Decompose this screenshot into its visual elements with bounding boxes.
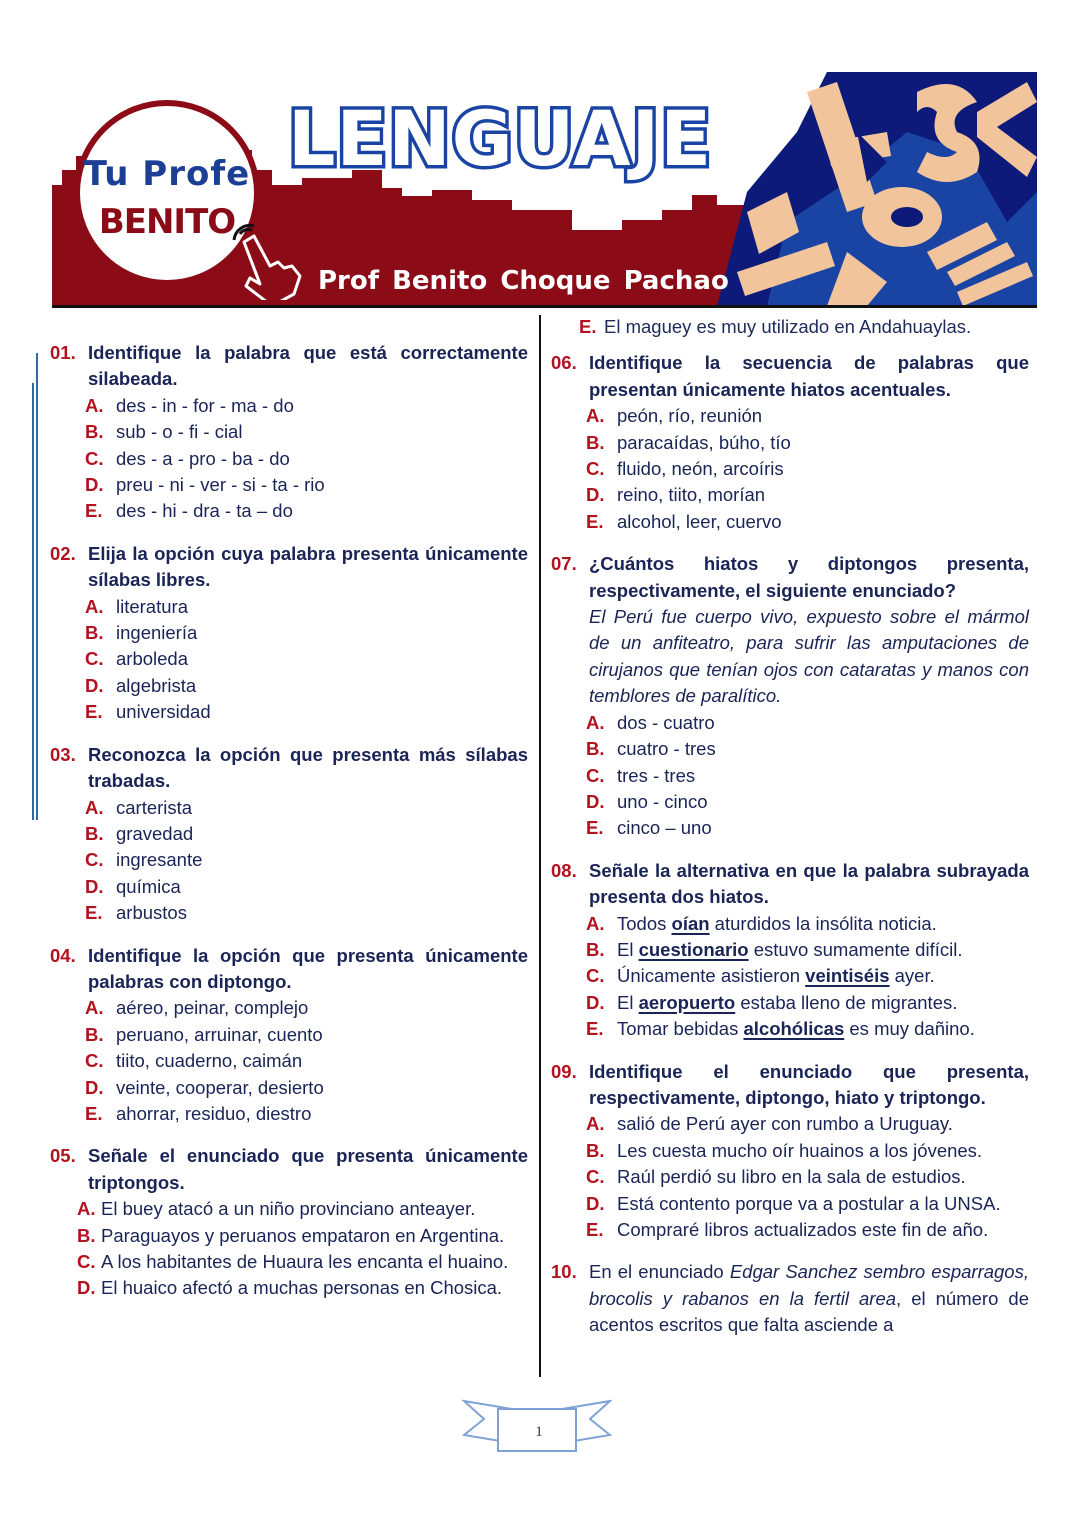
option-letter: D. [586,790,605,812]
option-letter: E. [85,500,103,522]
option-text: química [116,875,181,897]
option-a [85,594,528,620]
option-letter: E. [85,1102,103,1124]
option-a [77,1196,528,1222]
option-text: paracaídas, búho, tío [617,431,791,453]
option-e [85,1101,528,1127]
option-letter: A. [85,595,104,617]
option-text: Les cuesta mucho oír huainos a los jóvenes. [617,1139,983,1161]
option-letter: C. [85,849,104,871]
option-d [77,1275,528,1301]
question-text: Señale el enunciado que presenta únicamente triptongos. [88,1145,528,1193]
option-e [586,509,1029,535]
option-c [586,763,1029,789]
question-text: Señale la alternativa en que la palabra subrayada presenta dos hiatos. [589,859,1029,908]
option-letter: D. [85,674,104,696]
question-text: Elija la opción cuya palabra presenta únicamente sílabas libres. [88,542,528,591]
option-a [85,995,528,1021]
left-column [50,340,528,1318]
option-text: estaba lleno de migrantes. [735,991,958,1013]
option-a [586,911,1029,937]
question-number: 02. [50,542,76,564]
option-e-continued [579,314,1029,340]
option-letter: D. [85,875,104,897]
option-text: des - a - pro - ba - do [116,447,290,469]
question-08 [551,858,1029,1043]
option-text: El maguey es muy utilizado en Andahuaylas. [604,316,972,337]
option-text: aturdidos la insólita noticia. [709,912,937,934]
question-03 [50,742,528,927]
option-text: alcohol, leer, cuervo [617,510,782,532]
option-letter: B. [77,1224,96,1246]
option-text: aéreo, peinar, complejo [116,997,309,1019]
margin-bar [36,353,38,820]
option-text: Compraré libros actualizados este fin de año. [617,1219,989,1240]
question-07 [551,551,1029,841]
option-text: arboleda [116,648,189,670]
option-b [586,1138,1029,1164]
option-letter: C. [586,458,605,480]
option-letter: D. [586,991,605,1013]
underlined-word: alcohólicas [743,1018,845,1040]
question-01 [50,340,528,525]
question-number: 07. [551,553,577,575]
option-letter: C. [77,1251,96,1272]
option-letter: E. [586,1219,604,1240]
letters-collage-graphic [707,72,1037,306]
option-letter: B. [586,431,605,453]
option-text: es muy dañino. [844,1018,975,1040]
option-letter: A. [586,912,605,934]
option-text: uno - cinco [617,790,708,812]
logo-line-1: Tu Profe [83,154,251,194]
option-text: Todos [617,912,672,934]
option-letter: E. [85,902,103,924]
question-number: 03. [50,743,76,765]
option-text: tiito, cuaderno, caimán [116,1050,303,1072]
option-letter: E. [85,701,103,723]
option-text: peruano, arruinar, cuento [116,1023,323,1045]
option-text: ingeniería [116,622,198,644]
option-letter: C. [586,1166,605,1188]
option-text: veinte, cooperar, desierto [116,1076,324,1098]
underlined-word: aeropuerto [638,991,736,1013]
option-d [85,874,528,900]
option-letter: B. [85,622,104,644]
option-b [85,1022,528,1048]
column-divider [539,315,541,1377]
option-text: des - in - for - ma - do [116,394,294,416]
question-text: Identifique el enunciado que presenta, respectivamente, diptongo, hiato y triptongo. [589,1060,1029,1108]
option-a [586,403,1029,429]
option-letter: A. [85,796,104,818]
option-b [85,620,528,646]
option-text: des - hi - dra - ta – do [116,500,293,522]
header-banner [52,70,1037,306]
option-letter: B. [85,421,104,443]
question-04 [50,943,528,1128]
option-text: ahorrar, residuo, diestro [116,1102,312,1124]
option-letter: A. [586,711,605,733]
option-c [586,456,1029,482]
option-text: A los habitantes de Huaura les encanta el huaino. [101,1251,509,1272]
option-text: El huaico afectó a muchas personas en Chosica. [101,1277,503,1299]
question-number: 08. [551,859,577,881]
option-text: cinco – uno [617,817,712,839]
option-letter: E. [586,817,604,839]
option-text: carterista [116,796,193,818]
option-b [586,736,1029,762]
option-letter: A. [85,997,104,1019]
option-text: sub - o - fi - cial [116,421,243,443]
option-letter: B. [586,938,605,960]
option-c [586,1164,1029,1190]
option-b [85,419,528,445]
option-a [586,1111,1029,1137]
question-06 [551,350,1029,535]
question-text: ¿Cuántos hiatos y diptongos presenta, respectivamente, el siguiente enunciado? [589,553,1029,601]
option-text: El buey atacó a un niño provinciano anteayer. [101,1198,476,1220]
question-number: 09. [551,1060,577,1082]
option-text: universidad [116,701,211,723]
question-text: Identifique la opción que presenta únicamente palabras con diptongo. [88,944,528,992]
question-number: 04. [50,944,76,966]
question-number: 01. [50,342,76,363]
option-text: salió de Perú ayer con rumbo a Uruguay. [617,1113,953,1135]
page-title: LENGUAJE [288,94,713,183]
option-letter: B. [586,1139,605,1161]
option-b [77,1223,528,1249]
question-text: Reconozca la opción que presenta más sílabas trabadas. [88,743,528,792]
option-b [586,937,1029,963]
option-text: Paraguayos y peruanos empataron en Argentina. [101,1224,505,1246]
question-number: 05. [50,1145,76,1167]
option-letter: E. [586,1018,604,1040]
option-letter: D. [77,1277,96,1299]
option-text: reino, tiito, morían [617,484,766,506]
question-number: 10. [551,1261,577,1283]
option-letter: A. [586,405,605,427]
option-text: preu - ni - ver - si - ta - rio [116,474,325,496]
option-d [85,673,528,699]
option-b [586,430,1029,456]
question-text [589,1259,1029,1338]
option-text: peón, río, reunión [617,405,763,427]
question-text: Identifique la palabra que está correctamente silabeada. [88,342,528,390]
option-letter: C. [586,965,605,987]
option-letter: A. [586,1113,605,1135]
option-letter: A. [85,394,104,416]
option-a [586,710,1029,736]
option-text: cuatro - tres [617,738,716,760]
question-number: 06. [551,352,577,374]
option-c [85,1048,528,1074]
option-e [85,699,528,725]
option-text: Tomar bebidas [617,1018,744,1040]
option-e [85,900,528,926]
pointing-hand-icon [220,220,310,300]
option-c [85,446,528,472]
option-c [85,847,528,873]
option-a [85,795,528,821]
option-text: dos - cuatro [617,711,715,733]
option-text: El [617,938,639,960]
option-d [586,789,1029,815]
option-d [85,1075,528,1101]
option-letter: B. [586,738,605,760]
option-text: tres - tres [617,764,696,786]
option-text: Únicamente asistieron [617,965,806,987]
option-letter: C. [85,447,104,469]
option-text: Raúl perdió su libro en la sala de estudios. [617,1166,966,1188]
right-column [551,314,1029,1355]
option-letter: D. [586,484,605,506]
option-text: El [617,991,639,1013]
option-e [586,1217,1029,1243]
option-d [586,990,1029,1016]
quoted-sentence: Edgar Sanchez sembro esparragos, brocolis y rabanos en la fertil area [589,1261,1029,1309]
option-text: fluido, neón, arcoíris [617,458,784,480]
question-text-end: , el número de acentos escritos que falta asciende a [589,1287,1029,1336]
question-10 [551,1259,1029,1338]
option-b [85,821,528,847]
option-letter: E. [579,316,597,337]
option-letter: A. [77,1198,96,1220]
question-05 [50,1143,528,1301]
margin-bar [32,383,34,820]
option-c [586,963,1029,989]
option-e [586,1016,1029,1042]
option-text: algebrista [116,674,197,696]
author-subtitle: Prof Benito Choque Pachao [318,266,729,296]
option-text: literatura [116,595,188,617]
option-letter: D. [85,1076,104,1098]
option-c [77,1249,528,1275]
option-c [85,646,528,672]
option-d [586,482,1029,508]
option-e [85,498,528,524]
option-letter: B. [85,1023,104,1045]
option-letter: E. [586,510,604,532]
option-letter: C. [586,764,605,786]
underlined-word: veintiséis [805,965,890,987]
option-letter: B. [85,822,104,844]
option-e [586,815,1029,841]
option-text: gravedad [116,822,194,844]
option-d [586,1191,1029,1217]
question-09 [551,1059,1029,1244]
option-a [85,393,528,419]
option-letter: D. [586,1192,605,1214]
option-d [85,472,528,498]
option-letter: C. [85,1050,104,1072]
option-text: ingresante [116,849,203,871]
option-text: Está contento porque va a postular a la UNSA. [617,1192,1001,1214]
question-text-start: En el enunciado [589,1261,730,1283]
quoted-sentence: El Perú fue cuerpo vivo, expuesto sobre el mármol de un anfiteatro, para sufrir las amputaciones de cirujanos que tenían ojos con cataratas y manos con temblores de paralítico. [589,606,1029,707]
logo-line-2: BENITO [98,202,236,242]
page-number: 1 [535,1424,543,1440]
option-letter: D. [85,474,104,496]
option-text: arbustos [116,902,187,924]
underlined-word: oían [671,912,710,934]
option-text: ayer. [889,965,935,987]
header-rule [52,305,1037,308]
question-02 [50,541,528,726]
option-text: estuvo sumamente difícil. [748,938,963,960]
question-text: Identifique la secuencia de palabras que presentan únicamente hiatos acentuales. [589,352,1029,400]
option-letter: C. [85,648,104,670]
underlined-word: cuestionario [638,938,749,960]
